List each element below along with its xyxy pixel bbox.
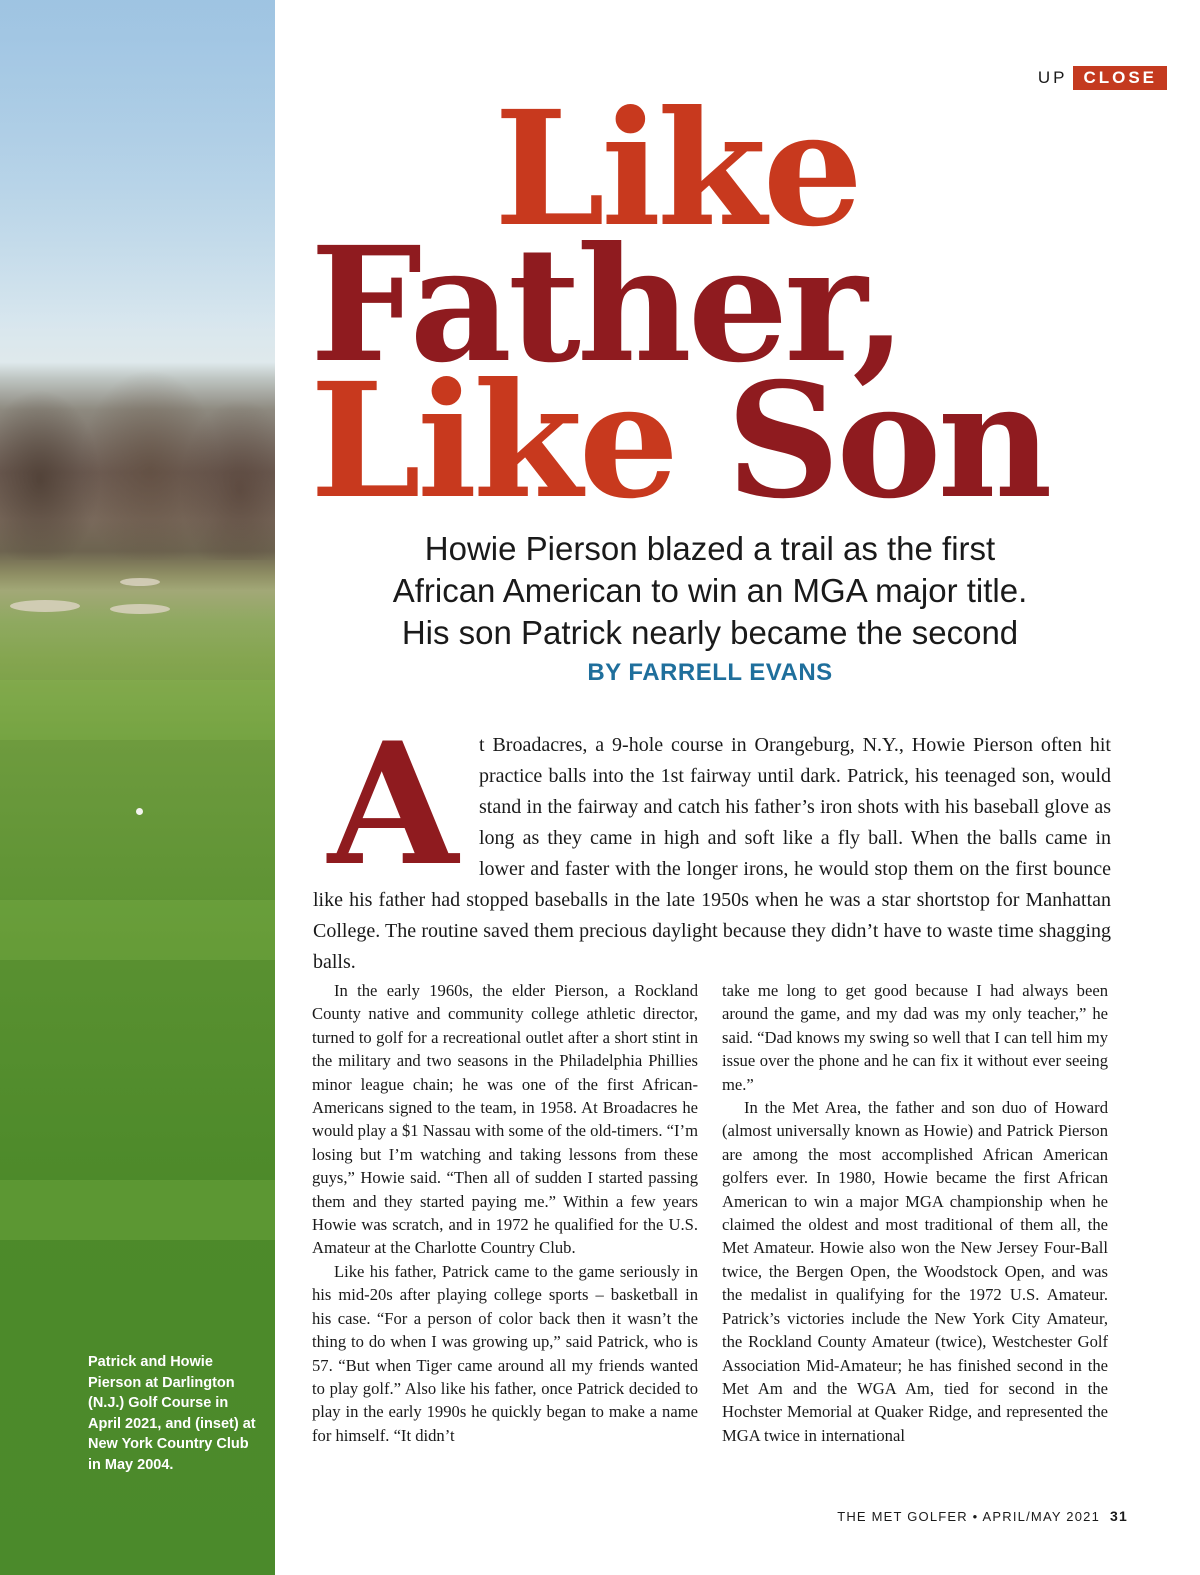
dek-line: Howie Pierson blazed a trail as the first	[424, 530, 996, 567]
dek-line: His son Patrick nearly became the second	[401, 614, 1019, 651]
dek-line: African American to win an MGA major title.	[392, 572, 1028, 609]
headline-word-son: Son	[726, 349, 1049, 534]
page-number: 31	[1110, 1508, 1128, 1524]
photo-caption: Patrick and Howie Pierson at Darlington (N.J.) Golf Course in April 2021, and (inset) at New York Country Club in May 2004.	[88, 1354, 256, 1473]
headline-word-like: Like	[310, 349, 676, 534]
lead-paragraph	[313, 705, 1111, 978]
fairway-stripe	[0, 1180, 275, 1240]
dek	[310, 528, 1110, 654]
body-column-1	[312, 979, 698, 1447]
treeline	[0, 360, 275, 560]
body-paragraph: In the early 1960s, the elder Pierson, a Rockland County native and community college athletic director, turned to golf for a recreational outlet after a short stint in the military and two seasons in the Philadelphia Phillies minor league chain; he was one of the first African-Americans signed to the team, in 1958. At Broadacres he would play a $1 Nassau with some of the old-timers. “I’m losing but I’m watching and taking lessons from these guys,” Howie said. “Then all of sudden I started passing them and they started paying me.” Within a few years Howie was scratch, and in 1972 he qualified for the U.S. Amateur at the Charlotte Country Club.	[312, 981, 698, 1258]
section-tag-up: UP	[1037, 68, 1068, 87]
headline-line-2: Father,	[310, 213, 904, 398]
body-paragraph: In the Met Area, the father and son duo of Howard (almost universally known as Howie) and Patrick Pierson are among the most accomplished African American golfers ever. In 1980, Howie became the first African American to win a major MGA championship when he claimed the oldest and most traditional of them all, the Met Amateur. Howie also won the New Jersey Four-Ball twice, the Bergen Open, the Woodstock Open, and was the medalist in qualifying for the 1972 U.S. Amateur. Patrick’s victories include the New York City Amateur, the Rockland County Amateur (twice), Westchester Golf Association Mid-Amateur; he has finished second in the Met Am and the WGA Am, tied for second in the Hochster Memorial at Quaker Ridge, and represented the MGA twice in international	[722, 1098, 1108, 1445]
golf-ball	[136, 808, 143, 815]
sky	[0, 0, 275, 330]
headline-line-1: Like	[494, 77, 860, 262]
bunker	[110, 604, 170, 614]
publication-info: THE MET GOLFER • APRIL/MAY 2021	[837, 1509, 1101, 1524]
fairway-stripe	[0, 680, 275, 740]
headline-line-3	[310, 349, 1049, 534]
fairway-stripe	[0, 900, 275, 960]
lead-text: t Broadacres, a 9-hole course in Orangeburg, N.Y., Howie Pierson often hit practice balls into the 1st fairway until dark. Patrick, his teenaged son, would stand in the fairway and catch his father’s iron shots with his baseball glove as long as they came in high and soft like a fly ball. When the balls came in lower and faster with the longer irons, he would stop them on the first bounce like his father had stopped baseballs in the late 1950s when he was a star shortstop for Manhattan College. The routine saved them precious daylight because they didn’t have to waste time shagging balls.	[313, 734, 1111, 973]
drop-cap: A	[327, 705, 459, 903]
section-tag-close: CLOSE	[1073, 66, 1167, 90]
page-footer	[837, 1508, 1128, 1524]
bunker	[120, 578, 160, 586]
bunker	[10, 600, 80, 612]
section-tag	[1038, 66, 1167, 90]
body-paragraph: take me long to get good because I had always been around the game, and my dad was my only teacher,” he said. “Dad knows my swing so well that I can tell him my issue over the phone and he can fix it without ever seeing me.”	[722, 981, 1108, 1094]
golf-course-photo	[0, 0, 275, 1575]
body-column-2	[722, 979, 1108, 1447]
body-paragraph: Like his father, Patrick came to the game seriously in his mid-20s after playing college sports – basketball in his case. “For a person of color back then it wasn’t the thing to do when I was growing up,” said Patrick, who is 57. “But when Tiger came around all my friends wanted to play golf.” Also like his father, once Patrick decided to play in the early 1990s he quickly began to make a name for himself. “It didn’t	[312, 1261, 698, 1445]
byline: BY FARRELL EVANS	[587, 659, 833, 686]
